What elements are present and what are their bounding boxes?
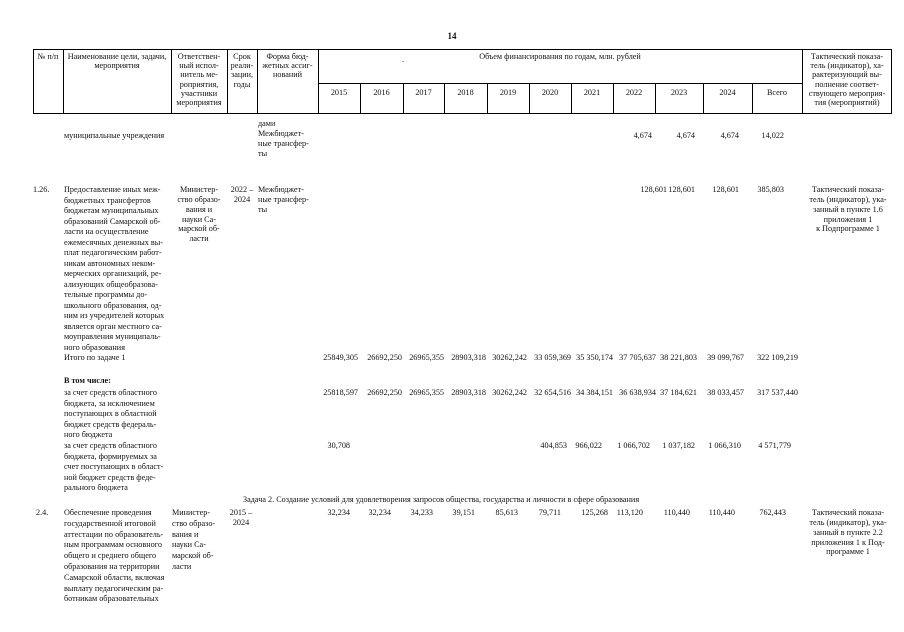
row-number: 1.26. bbox=[33, 185, 50, 194]
row-indicator: Тактический показа- тель (индикатор), ука- занный в пункте 1.6 приложения 1 к Подпрограмме 1 bbox=[809, 185, 887, 234]
value-2018: 39,151 bbox=[452, 508, 475, 517]
value-2016: 32,234 bbox=[368, 508, 391, 517]
value-2015: 30,708 bbox=[327, 441, 350, 450]
row-responsible: Министер- ство образо- вания и науки Са- марской об- ласти bbox=[177, 185, 221, 244]
value-2020: 33 059,369 bbox=[534, 353, 571, 362]
header-indicator: Тактический показа- тель (индикатор), ха- рактеризующий вы- полнение соответ- ствующего мероприя- тия (мероприятий) bbox=[808, 52, 886, 107]
year-2022: 2022 bbox=[625, 88, 643, 97]
header-name: Наименование цели, задачи, мероприятия bbox=[67, 52, 167, 71]
value-2021: 35 350,174 bbox=[576, 353, 613, 362]
value-2022: 36 638,934 bbox=[619, 388, 656, 397]
value-2024: 39 099,767 bbox=[707, 353, 744, 362]
row-name: за счет средств областного бюджета, за исключением поступающих в областной бюджет средств федераль- ного бюджета bbox=[64, 388, 158, 439]
value-2016: 26692,250 bbox=[367, 388, 402, 397]
year-2024: 2024 bbox=[719, 88, 736, 97]
row-responsible: Министер- ство образо- вания и науки Са- марской об- ласти bbox=[172, 508, 216, 571]
value-total: 322 109,219 bbox=[757, 353, 798, 362]
header-num: № п/п bbox=[37, 52, 59, 61]
value-2020: 32 654,516 bbox=[534, 388, 571, 397]
year-2023: 2023 bbox=[670, 88, 688, 97]
task-heading: Задача 2. Создание условий для удовлетворения запросов общества, государства и личности в сфере образования bbox=[243, 495, 640, 504]
year-2019: 2019 bbox=[499, 88, 517, 97]
value-2024: 128,601 bbox=[712, 185, 739, 194]
value-total: 14,022 bbox=[761, 131, 784, 140]
value-2017: 34,233 bbox=[410, 508, 433, 517]
row-indicator: Тактический показа- тель (индикатор), ука- занный в пункте 2.2 приложения 1 к Под- программе 1 bbox=[809, 508, 887, 557]
value-2023: 38 221,803 bbox=[660, 353, 697, 362]
year-total: Всего bbox=[766, 88, 788, 97]
row-name: за счет средств областного бюджета, формируемых за счет поступающих в област- ной бюджет средств феде- рального бюджета bbox=[64, 441, 164, 492]
row-name: Предоставление иных меж- бюджетных трансфертов бюджетам муниципальных образований Самарской об- ласти на осуществление ежемесячных денежных вы- плат педагогическим работ- никам автономных неком- мерческих организаций, ре- ализующих общеобразова- тельные программы до- школьного образования, од- ним из учредителей которых является орган местного са- моуправления муниципаль- ного образования bbox=[64, 185, 165, 352]
value-2023: 110,440 bbox=[663, 508, 690, 517]
value-2024: 38 033,457 bbox=[707, 388, 744, 397]
year-2021: 2021 bbox=[583, 88, 601, 97]
header-responsible: Ответствен- ный испол- нитель ме- роприятия, участники мероприятия bbox=[176, 52, 222, 107]
value-2016: 26692,250 bbox=[367, 353, 402, 362]
value-2023: 4,674 bbox=[676, 131, 695, 140]
value-2021: 966,022 bbox=[575, 441, 602, 450]
value-2018: 28903,318 bbox=[451, 388, 486, 397]
value-2017: 26965,355 bbox=[409, 388, 444, 397]
value-2018: 28903,318 bbox=[451, 353, 486, 362]
header-term: Срок реали- зации, годы bbox=[230, 52, 254, 89]
header-financing: Объем финансирования по годам, млн. рублей bbox=[479, 52, 641, 61]
row-term: 2015 – 2024 bbox=[229, 508, 253, 527]
value-2023: 37 184,621 bbox=[660, 388, 697, 397]
value-2022: 4,674 bbox=[633, 131, 652, 140]
year-2017: 2017 bbox=[415, 88, 432, 97]
header-dot: . bbox=[401, 55, 405, 64]
value-2024: 4,674 bbox=[720, 131, 739, 140]
value-2015: 25849,305 bbox=[323, 353, 358, 362]
row-name: муниципальные учреждения bbox=[64, 131, 165, 140]
value-2017: 26965,355 bbox=[409, 353, 444, 362]
value-2020: 404,853 bbox=[540, 441, 567, 450]
value-2019: 30262,242 bbox=[492, 353, 527, 362]
value-total: 317 537,440 bbox=[757, 388, 798, 397]
value-2022: 37 705,637 bbox=[619, 353, 656, 362]
year-2016: 2016 bbox=[373, 88, 390, 97]
value-2022: 113,120 bbox=[616, 508, 643, 517]
page-number: 14 bbox=[447, 31, 457, 41]
year-2018: 2018 bbox=[457, 88, 474, 97]
year-2020: 2020 bbox=[541, 88, 559, 97]
value-2021: 125,268 bbox=[581, 508, 608, 517]
value-2021: 34 384,151 bbox=[576, 388, 613, 397]
row-form: Межбюджет- ные трансфер- ты bbox=[258, 185, 309, 214]
subtotal-heading: В том числе: bbox=[64, 376, 111, 385]
value-2019: 30262,242 bbox=[492, 388, 527, 397]
value-total: 385,803 bbox=[757, 185, 784, 194]
year-2015: 2015 bbox=[330, 88, 348, 97]
value-2015: 25818,597 bbox=[323, 388, 358, 397]
value-2022: 128,601 bbox=[640, 185, 667, 194]
value-2024: 110,440 bbox=[708, 508, 735, 517]
row-form: дами Межбюджет- ные трансфер- ты bbox=[258, 119, 309, 158]
value-2015: 32,234 bbox=[327, 508, 350, 517]
value-2019: 85,613 bbox=[495, 508, 518, 517]
value-2023: 1 037,182 bbox=[662, 441, 695, 450]
value-2024: 1 066,310 bbox=[708, 441, 741, 450]
value-total: 4 571,779 bbox=[758, 441, 791, 450]
header-form: Форма бюд- жетных ассиг- нований bbox=[262, 52, 313, 80]
value-2020: 79,711 bbox=[538, 508, 561, 517]
row-name: Обеспечение проведения государственной итоговой аттестации по образователь- ным программам основного общего и среднего общего образования на территории Самарской области, включая выплату педагогическим ра- ботникам образовательных bbox=[64, 508, 165, 604]
row-number: 2.4. bbox=[36, 508, 49, 517]
value-total: 762,443 bbox=[759, 508, 786, 517]
row-name: Итого по задаче 1 bbox=[64, 353, 126, 362]
value-2023: 128,601 bbox=[668, 185, 695, 194]
row-term: 2022 – 2024 bbox=[230, 185, 254, 204]
value-2022: 1 066,702 bbox=[617, 441, 650, 450]
